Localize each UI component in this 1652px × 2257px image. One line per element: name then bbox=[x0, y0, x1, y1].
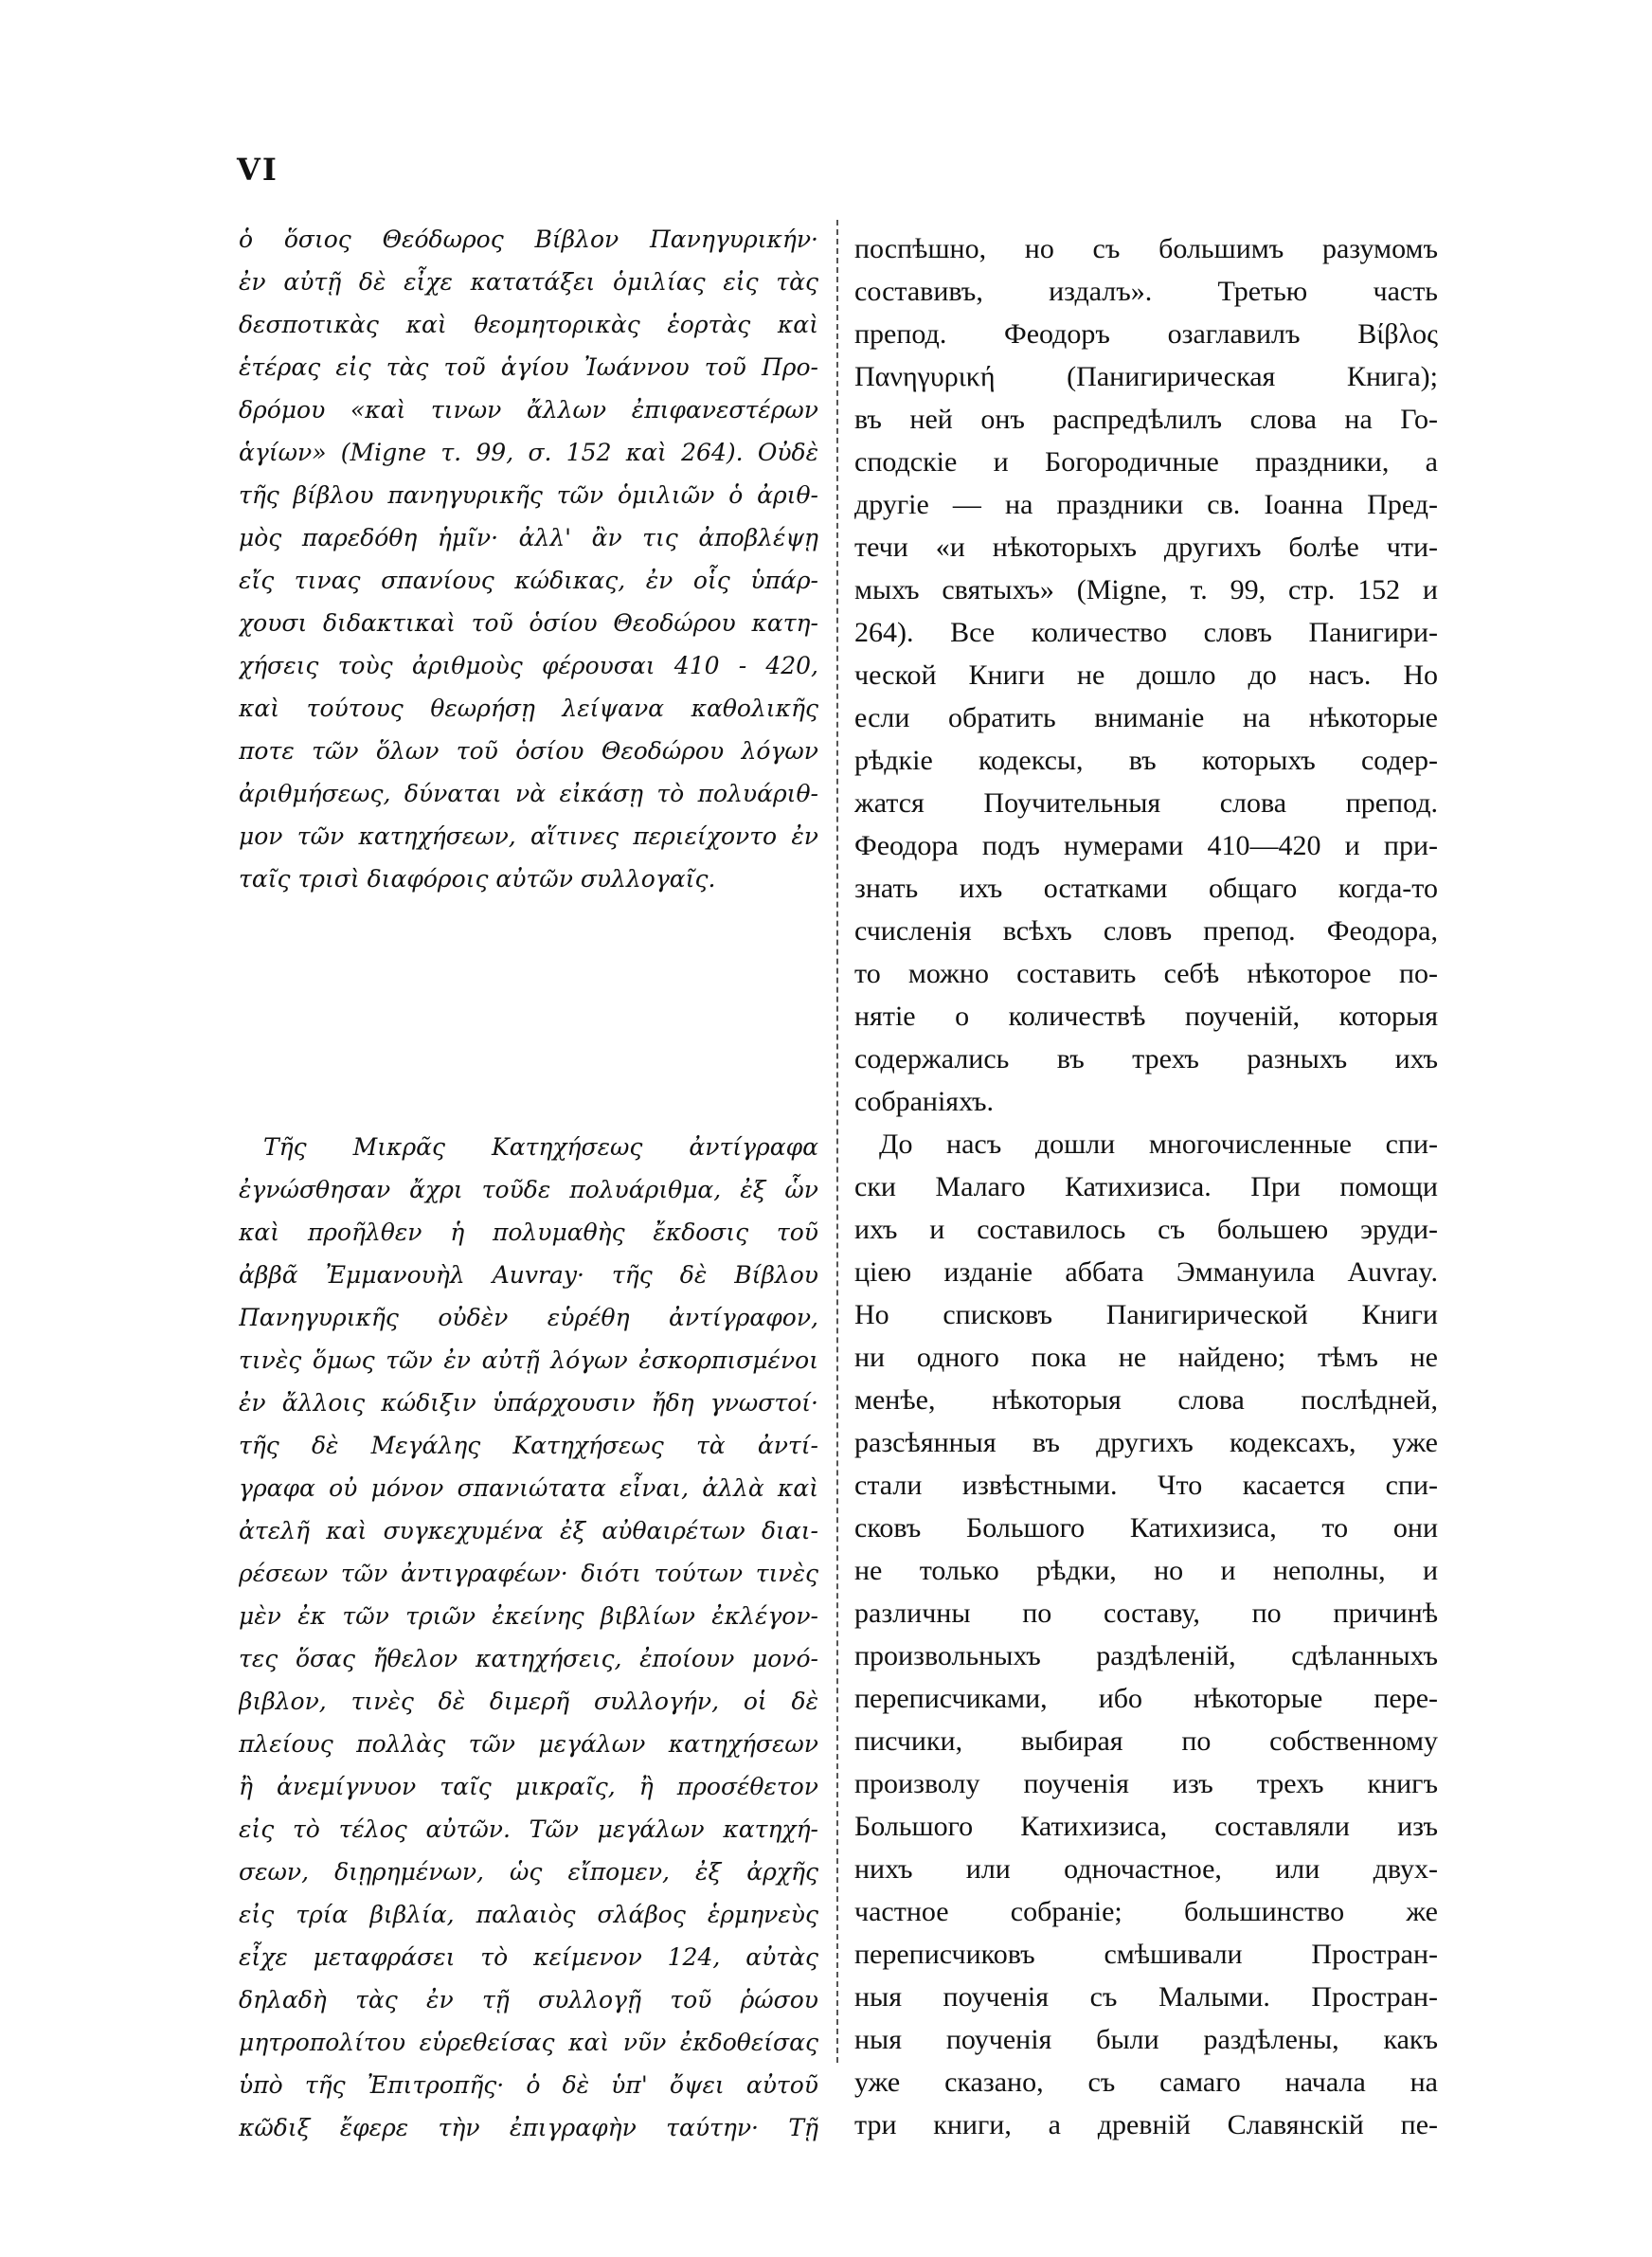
text-line: ціею изданіе аббата Эммануила Auvray. bbox=[854, 1256, 1438, 1288]
text-line: переписчиковъ смѣшивали Простран- bbox=[854, 1939, 1438, 1970]
text-line: κῶδιξ ἔφερε τὴν ἐπιγραφὴν ταύτην· Τῇ bbox=[239, 2114, 818, 2141]
text-line: εἰς τρία βιβλία, παλαιὸς σλάβος ἑρμηνεὺς bbox=[239, 1901, 818, 1928]
text-line: собраніяхъ. bbox=[854, 1086, 994, 1117]
text-line: ἁγίων» (Migne τ. 99, σ. 152 καὶ 264). Οὐδὲ bbox=[239, 439, 818, 466]
column-divider bbox=[836, 220, 838, 2063]
text-line: ἀριθμήσεως, δύναται νὰ εἰκάσῃ τὸ πολυάριθ- bbox=[239, 780, 818, 807]
text-line: мыхъ святыхъ» (Migne, т. 99, стр. 152 и bbox=[854, 574, 1438, 605]
text-line: ски Малаго Катихизиса. При помощи bbox=[854, 1171, 1438, 1202]
text-line: τες ὅσας ἤθελον κατηχήσεις, ἐποίουν μονό- bbox=[239, 1645, 818, 1672]
text-line: содержались въ трехъ разныхъ ихъ bbox=[854, 1043, 1438, 1074]
text-line: ἀββᾶ Ἐμμανουὴλ Auvray· τῆς δὲ Βίβλου bbox=[239, 1261, 818, 1289]
text-line: писчики, выбирая по собственному bbox=[854, 1725, 1438, 1757]
text-line: ρέσεων τῶν ἀντιγραφέων· διότι τούτων τινὲς bbox=[239, 1560, 818, 1587]
text-line: μὸς παρεδόθη ἡμῖν· ἀλλ' ἂν τις ἀποβλέψῃ bbox=[239, 524, 818, 551]
text-line: τῆς δὲ Μεγάλης Κατηχήσεως τὰ ἀντί- bbox=[239, 1432, 818, 1459]
text-line: не только рѣдки, но и неполны, и bbox=[854, 1555, 1438, 1586]
text-line: рѣдкіе кодексы, въ которыхъ содер- bbox=[854, 745, 1438, 776]
text-line: δεσποτικὰς καὶ θεομητορικὰς ἑορτὰς καὶ bbox=[239, 311, 818, 338]
text-line: σεων, διῃρημένων, ὡς εἴπομεν, ἐξ ἀρχῆς bbox=[239, 1858, 818, 1886]
text-line: стали извѣстными. Что касается спи- bbox=[854, 1470, 1438, 1501]
text-line: καὶ προῆλθεν ἡ πολυμαθὴς ἔκδοσις τοῦ bbox=[239, 1219, 818, 1246]
text-line: нихъ или одночастное, или двух- bbox=[854, 1853, 1438, 1885]
text-line: Τῆς Μικρᾶς Κατηχήσεως ἀντίγραφα bbox=[263, 1133, 818, 1161]
text-line: ныя поученія были раздѣлены, какъ bbox=[854, 2024, 1438, 2055]
text-line: знать ихъ остатками общаго когда-то bbox=[854, 873, 1438, 904]
text-line: Феодора подъ нумерами 410—420 и при- bbox=[854, 830, 1438, 861]
greek-paragraph-1 bbox=[239, 218, 818, 900]
text-line: ἐγνώσθησαν ἄχρι τοῦδε πολυάριθμα, ἐξ ὧν bbox=[239, 1176, 818, 1203]
text-line: частное собраніе; большинство же bbox=[854, 1896, 1438, 1927]
text-line: если обратить вниманіе на нѣкоторые bbox=[854, 702, 1438, 733]
text-line: три книги, а древній Славянскій пе- bbox=[854, 2109, 1438, 2140]
text-line: δηλαδὴ τὰς ἐν τῇ συλλογῇ τοῦ ῥώσου bbox=[239, 1986, 818, 2013]
text-line: поспѣшно, но съ большимъ разумомъ bbox=[854, 233, 1438, 264]
text-line: то можно составить себѣ нѣкоторое по- bbox=[854, 958, 1438, 989]
text-line: сковъ Большого Катихизиса, то они bbox=[854, 1512, 1438, 1544]
text-line: ныя поученія съ Малыми. Простран- bbox=[854, 1981, 1438, 2013]
text-line: препод. Феодоръ озаглавилъ Βίβλος bbox=[854, 318, 1438, 350]
text-line: До насъ дошли многочисленные спи- bbox=[879, 1128, 1438, 1160]
text-line: Большого Катихизиса, составляли изъ bbox=[854, 1811, 1438, 1842]
text-line: течи «и нѣкоторыхъ другихъ болѣе чти- bbox=[854, 532, 1438, 563]
text-line: τῆς βίβλου πανηγυρικῆς τῶν ὁμιλιῶν ὁ ἀριθ- bbox=[239, 481, 818, 509]
text-line: ἀτελῆ καὶ συγκεχυμένα ἐξ αὐθαιρέτων διαι- bbox=[239, 1517, 818, 1544]
text-line: нятіе о количествѣ поученій, которыя bbox=[854, 1001, 1438, 1032]
text-line: Πανηγυρικῆς οὐδὲν εὑρέθη ἀντίγραφον, bbox=[239, 1304, 818, 1331]
text-line: разсѣянныя въ другихъ кодексахъ, уже bbox=[854, 1427, 1438, 1458]
text-line: εἴς τινας σπανίους κώδικας, ἐν οἷς ὑπάρ- bbox=[239, 567, 818, 594]
text-line: εἰς τὸ τέλος αὐτῶν. Τῶν μεγάλων κατηχή- bbox=[239, 1815, 818, 1843]
text-line: ихъ и составилось съ большею эруди- bbox=[854, 1214, 1438, 1245]
text-line: сподскіе и Богородичные праздники, а bbox=[854, 446, 1438, 478]
text-line: счисленія всѣхъ словъ препод. Феодора, bbox=[854, 915, 1438, 947]
text-line: δρόμου «καὶ τινων ἄλλων ἐπιφανεστέρων bbox=[239, 396, 818, 424]
greek-paragraph-2 bbox=[239, 1126, 818, 2149]
text-line: χουσι διδακτικαὶ τοῦ ὁσίου Θεοδώρου κατη- bbox=[239, 609, 818, 637]
text-line: 264). Все количество словъ Панигири- bbox=[854, 617, 1438, 648]
text-line: ὑπὸ τῆς Ἐπιτροπῆς· ὁ δὲ ὑπ' ὄψει αὐτοῦ bbox=[239, 2071, 818, 2099]
text-line: Πανηγυρική (Панигирическая Книга); bbox=[854, 361, 1438, 392]
text-line: ἐν αὐτῇ δὲ εἶχε κατατάξει ὁμιλίας εἰς τὰς bbox=[239, 268, 818, 296]
text-line: менѣе, нѣкоторыя слова послѣдней, bbox=[854, 1384, 1438, 1416]
text-line: τινὲς ὅμως τῶν ἐν αὐτῇ λόγων ἐσκορπισμένοι bbox=[239, 1346, 818, 1374]
text-line: другіе — на праздники св. Іоанна Пред- bbox=[854, 489, 1438, 520]
text-line: μὲν ἐκ τῶν τριῶν ἐκείνης βιβλίων ἐκλέγον- bbox=[239, 1602, 818, 1630]
text-line: ποτε τῶν ὅλων τοῦ ὁσίου Θεοδώρου λόγων bbox=[239, 737, 818, 765]
text-line: въ ней онъ распредѣлилъ слова на Го- bbox=[854, 404, 1438, 435]
text-line: γραφα οὐ μόνον σπανιώτατα εἶναι, ἀλλὰ καὶ bbox=[239, 1474, 818, 1502]
text-line: καὶ τούτους θεωρήσῃ λείψανα καθολικῆς bbox=[239, 695, 818, 722]
page-number: VI bbox=[237, 152, 278, 188]
text-line: переписчиками, ибо нѣкоторые пере- bbox=[854, 1683, 1438, 1714]
text-line: ἐν ἄλλοις κώδιξιν ὑπάρχουσιν ἤδη γνωστοί· bbox=[239, 1389, 818, 1417]
text-line: βιβλον, τινὲς δὲ διμερῆ συλλογήν, οἱ δὲ bbox=[239, 1688, 818, 1715]
text-line: ὁ ὅσιος Θεόδωρος Βίβλον Πανηγυρικήν· bbox=[239, 226, 818, 253]
text-line: Но списковъ Панигирической Книги bbox=[854, 1299, 1438, 1330]
text-line: уже сказано, съ самаго начала на bbox=[854, 2067, 1438, 2098]
text-line: χήσεις τοὺς ἀριθμοὺς φέρουσαι 410 - 420, bbox=[239, 652, 818, 679]
text-line: жатся Поучительныя слова препод. bbox=[854, 787, 1438, 819]
text-line: ἑτέρας εἰς τὰς τοῦ ἁγίου Ἰωάννου τοῦ Προ- bbox=[239, 353, 818, 381]
text-line: μον τῶν κατηχήσεων, αἵτινες περιείχοντο ἐν bbox=[239, 822, 818, 850]
text-line: произвольныхъ раздѣленій, сдѣланныхъ bbox=[854, 1640, 1438, 1671]
text-line: ческой Книги не дошло до насъ. Но bbox=[854, 659, 1438, 691]
text-line: πλείους πολλὰς τῶν μεγάλων κατηχήσεων bbox=[239, 1730, 818, 1758]
text-line: ταῖς τρισὶ διαφόροις αὐτῶν συλλογαῖς. bbox=[239, 865, 716, 893]
text-line: ἢ ἀνεμίγνυον ταῖς μικραῖς, ἢ προσέθετον bbox=[239, 1773, 818, 1800]
text-line: μητροπολίτου εὑρεθείσας καὶ νῦν ἐκδοθείσας bbox=[239, 2029, 818, 2056]
text-line: ни одного пока не найдено; тѣмъ не bbox=[854, 1342, 1438, 1373]
text-line: произволу поученія изъ трехъ книгъ bbox=[854, 1768, 1438, 1799]
text-line: составивъ, издалъ». Третью часть bbox=[854, 276, 1438, 307]
text-line: εἶχε μεταφράσει τὸ κείμενον 124, αὐτὰς bbox=[239, 1943, 818, 1971]
russian-column bbox=[854, 227, 1438, 2146]
text-line: различны по составу, по причинѣ bbox=[854, 1598, 1438, 1629]
